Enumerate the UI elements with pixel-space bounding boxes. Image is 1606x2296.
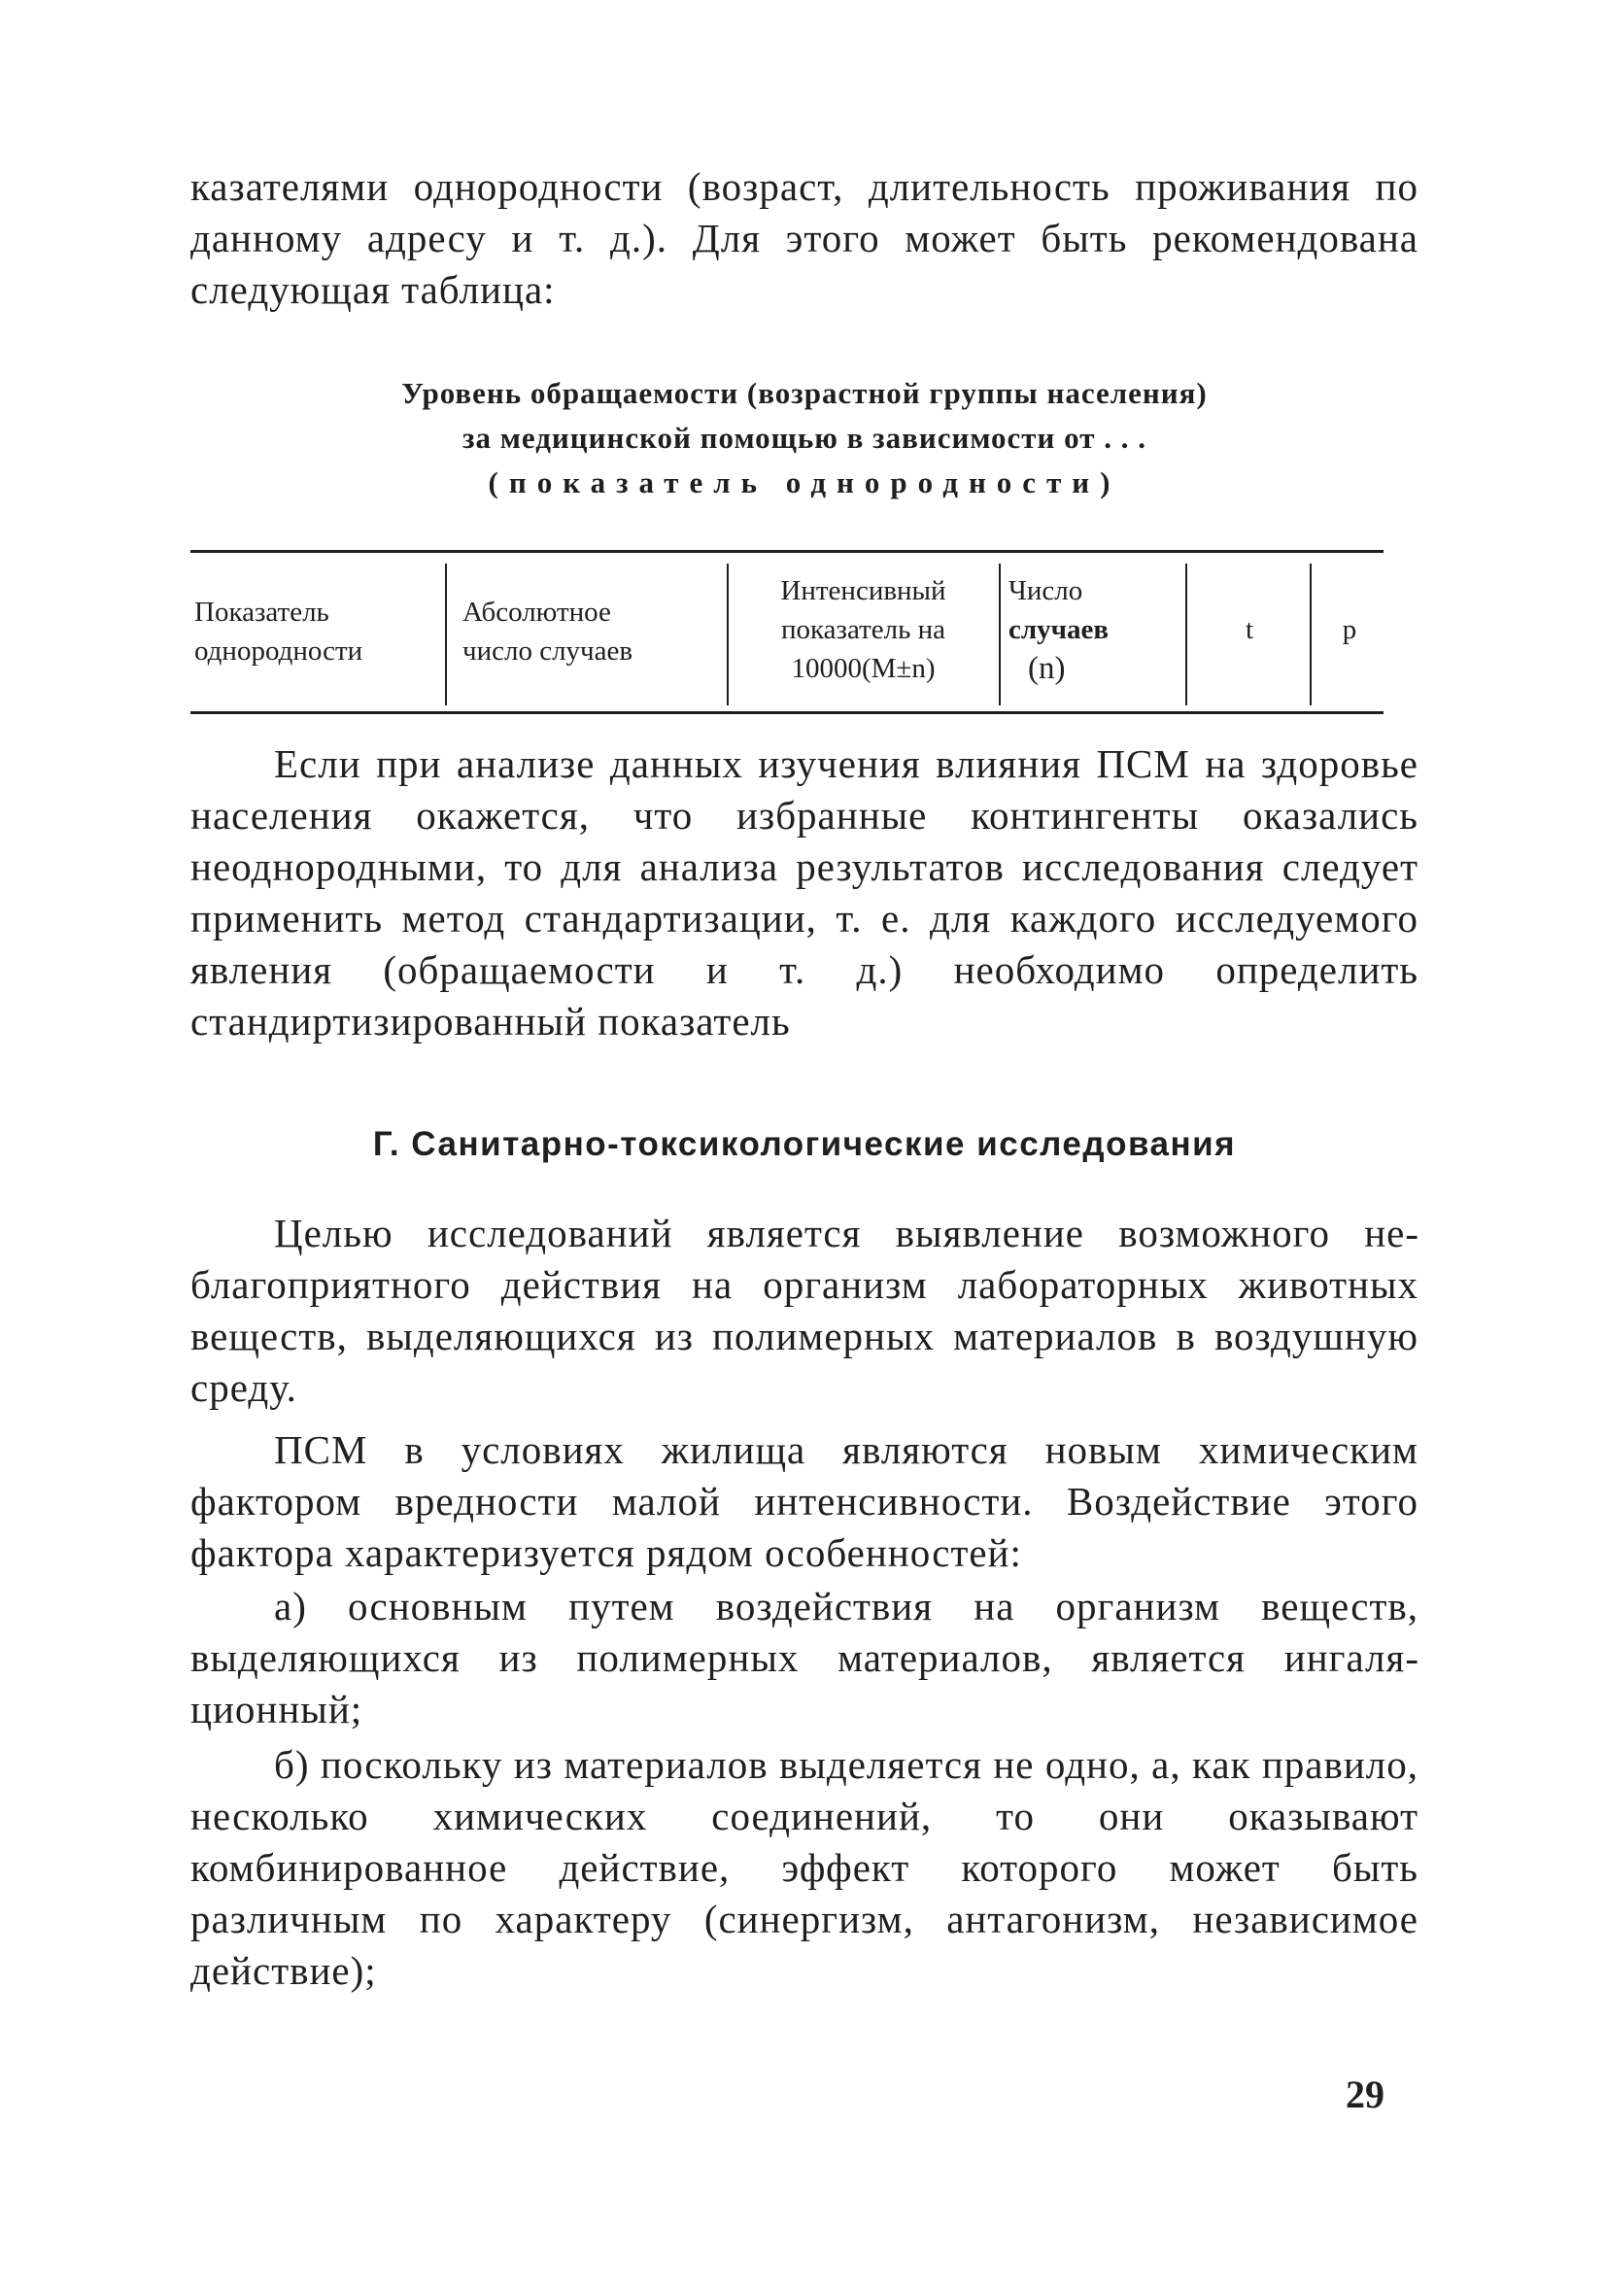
table-header-cell [194,593,437,670]
table-header-cell [735,571,992,688]
header-line: однородности [194,635,363,667]
paragraph-standardization: Если при анализе данных изучения влияния ПСМ на здоровье населения окажется, что избранные контингенты оказались неоднородными, то для анализа результатов исследования следует применить метод стандартизации, т. е. для каждого исследуемого явления (обращаемости и т. д.) необходимо определить стандиртизированный показатель [190,741,1418,1044]
paragraph-factor: ПСМ в условиях жилища являются новым химическим фактором вредности малой интенсивности. Воздействие этого фактора характеризуется рядом особенностей: [190,1427,1418,1575]
data-table [190,550,1384,715]
column-divider [1185,564,1187,705]
header-line: t [1245,614,1254,645]
header-line: 10000(M±n) [791,653,936,684]
table-caption-line1: Уровень обращаемости (возрастной группы населения) [401,376,1208,410]
column-divider [1310,564,1312,705]
header-line: p [1342,614,1357,645]
table-header-cell [462,593,720,670]
paragraph-item-b: б) поскольку из материалов выделяется не одно, а, как правило, несколько химических соединений, то они оказывают комбинированное действие, эффект которого может быть различным по характеру (синергизм, антагонизм, независимое действие); [190,1742,1418,1993]
table-top-rule [190,550,1384,553]
table-header-cell [1191,610,1308,649]
table-caption-line3: (показатель однородности) [488,465,1121,499]
table-caption-line2: за медицинской помощью в зависимости от . . . [462,421,1146,455]
paragraph-item-a: а) основным путем воздействия на организм веществ, выделяющихся из полимерных материалов, является ингаляционный; [190,1584,1418,1731]
table-header-cell [1316,610,1384,649]
column-divider [727,564,729,705]
table-header-cell [1008,571,1181,688]
header-line: Число [1008,575,1083,606]
intro-paragraph: казателями однородности (возраст, длительность проживания по данному адресу и т. д.). Для этого может быть рекомендована следующая таблица: [190,164,1418,312]
page-number: 29 [1346,2073,1384,2116]
paragraph-goal: Целью исследований является выявление возможного неблагоприятного действия на организм лабораторных животных веществ, выделяющихся из полимерных материалов в воздушную среду. [190,1211,1418,1410]
column-divider [999,564,1001,705]
header-line: Абсолютное [462,597,611,628]
header-line: (n) [1028,651,1066,686]
header-line: показатель на [780,614,945,645]
header-line: Интенсивный [780,575,946,606]
header-line: число случаев [462,635,633,667]
table-bottom-rule [190,711,1384,714]
section-heading: Г. Санитарно-токсикологические исследования [372,1125,1237,1163]
header-line: Показатель [194,597,329,628]
header-line: случаев [1008,614,1110,645]
column-divider [445,564,447,705]
